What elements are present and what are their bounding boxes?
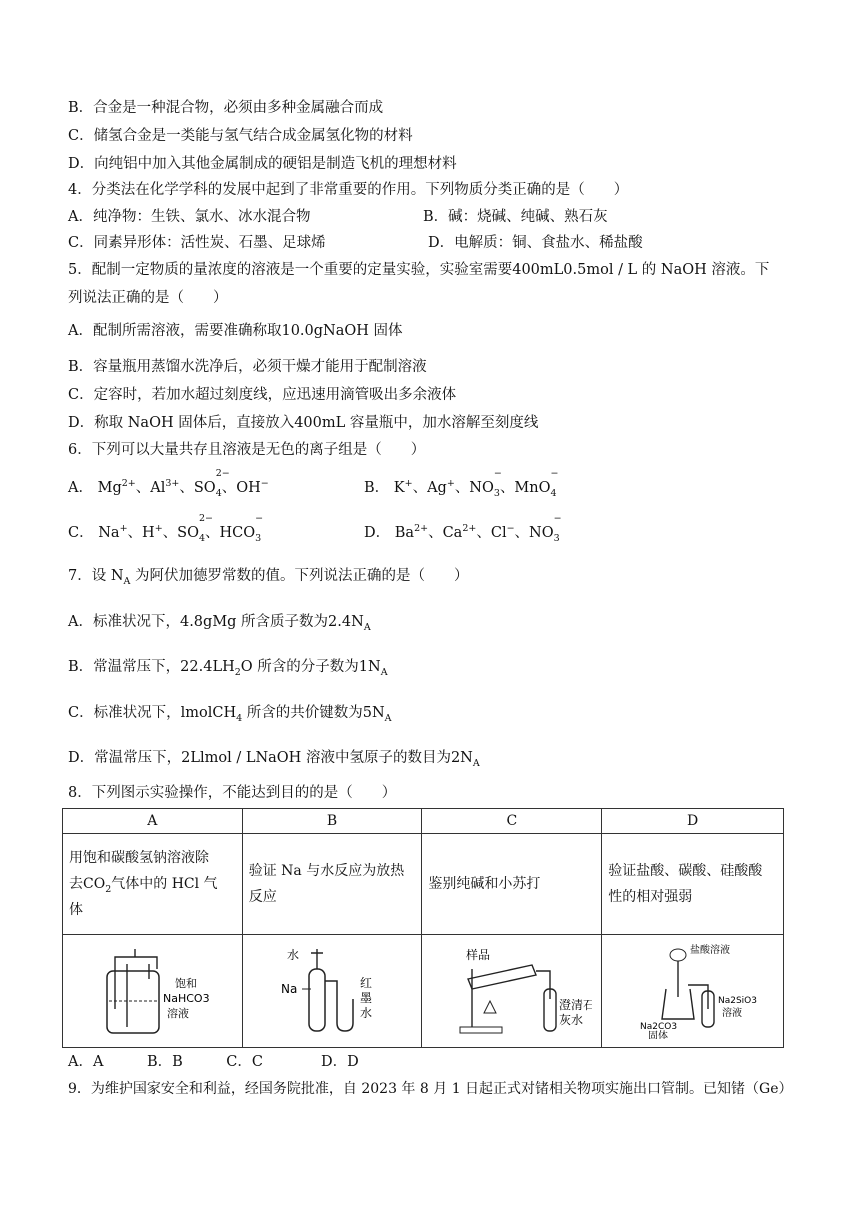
q6-option-b: B． K+、Ag+、NO $_{- 3}$、MnO $_{- 4}$ <box>364 467 559 499</box>
table-header-c: C <box>422 809 602 834</box>
question-7: 7．设 $N_A$ 为阿伏加德罗常数的值。下列说法正确的是（ ） <box>68 568 469 587</box>
figure-b-na-water-apparatus <box>242 935 422 1048</box>
svg-text:水: 水 <box>287 948 300 962</box>
svg-text:固体: 固体 <box>647 1031 668 1039</box>
svg-text:Na2SiO3: Na2SiO3 <box>717 996 757 1006</box>
svg-text:Na2CO3: Na2CO3 <box>639 1022 677 1032</box>
table-header-a: A <box>63 809 243 834</box>
svg-text:样品: 样品 <box>465 948 490 962</box>
q6-option-a: A． $Mg^{2+}$、$Al^{3+}$、SO $_{2- 4}$、OH− <box>68 467 269 499</box>
svg-text:Na: Na <box>281 982 298 996</box>
cell-c-purpose: 鉴别纯碱和小苏打 <box>422 834 602 935</box>
question-8: 8．下列图示实验操作，不能达到目的的是（ ） <box>68 785 397 801</box>
q5-option-d: D．称取 NaOH 固体后，直接放入400mL 容量瓶中，加水溶解至刻度线 <box>68 415 539 431</box>
cell-a-purpose: 用饱和碳酸氢钠溶液除 去$CO_2$气体中的 HCl 气 体 <box>63 834 243 935</box>
experiment-table <box>62 808 784 1048</box>
q7-option-b: B．常温常压下，$22.4LH_2O$ 所含的分子数为$1N_A$ <box>68 659 388 678</box>
q4-option-d: D．电解质：铜、食盐水、稀盐酸 <box>428 235 643 251</box>
q3-option-d: D．向纯铝中加入其他金属制成的硬铝是制造飞机的理想材料 <box>68 156 457 172</box>
q4-option-a: A．纯净物：生铁、氯水、冰水混合物 <box>68 209 311 225</box>
svg-text:饱和: 饱和 <box>175 977 198 990</box>
q7-option-c: C．标准状况下，lmolCH$_4$ 所含的共价键数为$5N_A$ <box>68 705 392 724</box>
figure-a-gas-washing-bottle <box>63 935 243 1048</box>
q5-option-a: A．配制所需溶液，需要准确称取10.0gNaOH 固体 <box>68 323 403 339</box>
question-4: 4．分类法在化学学科的发展中起到了非常重要的作用。下列物质分类正确的是（ ） <box>68 182 629 198</box>
svg-text:水: 水 <box>360 1006 373 1020</box>
svg-text:NaHCO3: NaHCO3 <box>163 992 210 1005</box>
q7-option-a: A．标准状况下，4.8gMg 所含质子数为$2.4N_A$ <box>68 614 371 633</box>
question-5-line2: 列说法正确的是（ ） <box>68 290 228 306</box>
question-5-line1: 5．配制一定物质的量浓度的溶液是一个重要的定量实验，实验室需要400mL0.5mol / L 的 NaOH 溶液。下 <box>68 262 770 278</box>
q8-options: A．A B．B C．C D．D <box>68 1054 359 1070</box>
svg-text:盐酸溶液: 盐酸溶液 <box>689 945 730 956</box>
figure-d-acid-strength-apparatus <box>602 935 784 1048</box>
q6-option-c: C． Na+、H+、SO $_{2- 4}$、HCO $_{- 3}$ <box>68 512 264 544</box>
q7-option-d: D．常温常压下，2Llmol / LNaOH 溶液中氢原子的数目为$2N_A$ <box>68 750 480 769</box>
q6-option-d: D． $Ba^{2+}$、$Ca^{2+}$、Cl−、NO $_{- 3}$ <box>364 512 562 544</box>
svg-text:红: 红 <box>360 976 373 990</box>
table-header-b: B <box>242 809 422 834</box>
q4-option-b: B．碱：烧碱、纯碱、熟石灰 <box>423 209 608 225</box>
question-6: 6．下列可以大量共存且溶液是无色的离子组是（ ） <box>68 442 426 458</box>
q3-option-c: C．储氢合金是一类能与氢气结合成金属氢化物的材料 <box>68 128 413 144</box>
svg-text:溶液: 溶液 <box>721 1008 742 1019</box>
table-header-d: D <box>602 809 784 834</box>
figure-c-heating-apparatus <box>422 935 602 1048</box>
svg-text:澄清石: 澄清石 <box>558 998 592 1012</box>
question-9: 9．为维护国家安全和利益，经国务院批准，自 2023 年 8 月 1 日起正式对锗相关物项实施出口管制。已知锗（Ge） <box>68 1081 793 1097</box>
svg-text:墨: 墨 <box>360 991 373 1005</box>
q4-option-c: C．同素异形体：活性炭、石墨、足球烯 <box>68 235 326 251</box>
q3-option-b: B．合金是一种混合物，必须由多种金属融合而成 <box>68 100 384 116</box>
svg-text:灰水: 灰水 <box>558 1013 583 1027</box>
cell-d-purpose: 验证盐酸、碳酸、硅酸酸 性的相对强弱 <box>602 834 784 935</box>
svg-text:溶液: 溶液 <box>167 1007 190 1020</box>
cell-b-purpose: 验证 Na 与水反应为放热 反应 <box>242 834 422 935</box>
q5-option-c: C．定容时，若加水超过刻度线，应迅速用滴管吸出多余液体 <box>68 387 457 403</box>
q5-option-b: B．容量瓶用蒸馏水洗净后，必须干燥才能用于配制溶液 <box>68 359 427 375</box>
